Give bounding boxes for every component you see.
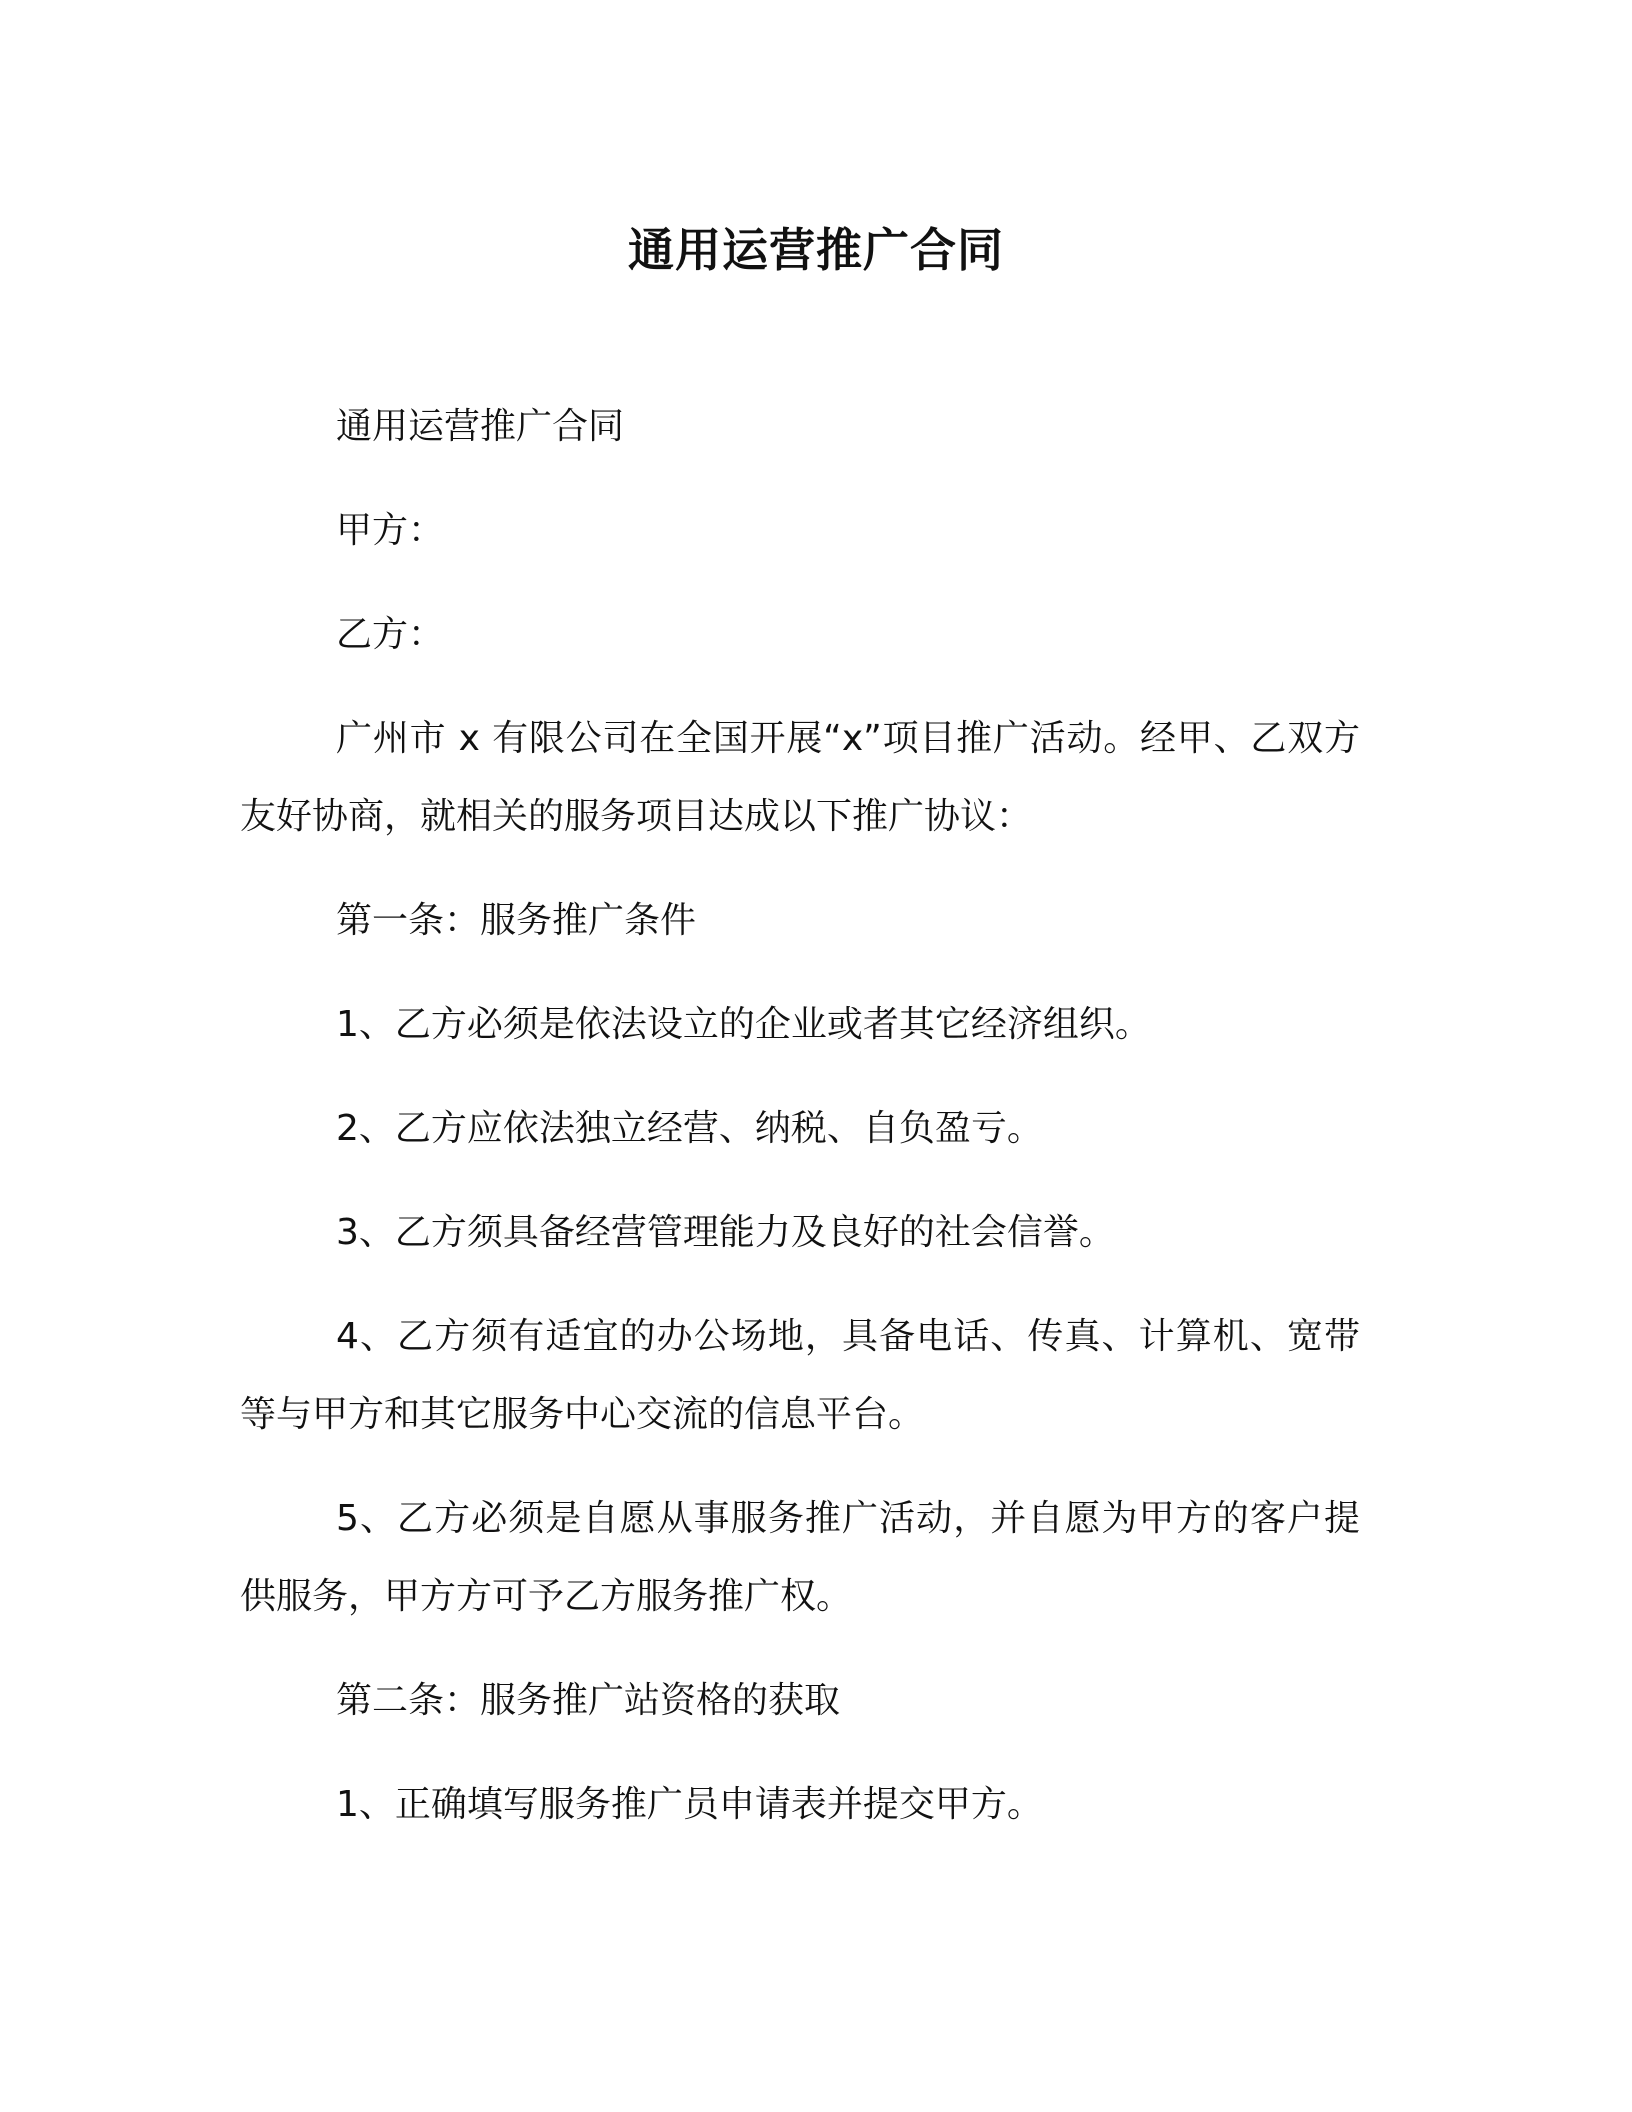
article-1-item-3: 3、乙方须具备经营管理能力及良好的社会信誉。 [336, 1212, 1115, 1253]
article-1-item-4: 4、乙方须有适宜的办公场地，具备电话、传真、计算机、宽带等与甲方和其它服务中心交流的信息平台。 [240, 1316, 1360, 1435]
article-1-item-1: 1、乙方必须是依法设立的企业或者其它经济组织。 [336, 1004, 1151, 1045]
paragraph-heading: 通用运营推广合同 [336, 406, 625, 447]
article-1-item-5: 5、乙方必须是自愿从事服务推广活动，并自愿为甲方的客户提供服务，甲方方可予乙方服务推广权。 [240, 1498, 1360, 1617]
document-body [240, 388, 1360, 1870]
article-2-heading: 第二条：服务推广站资格的获取 [336, 1680, 841, 1721]
article-1-heading: 第一条：服务推广条件 [336, 900, 697, 941]
paragraph-party-b: 乙方： [336, 614, 445, 655]
article-1-item-2: 2、乙方应依法独立经营、纳税、自负盈亏。 [336, 1108, 1043, 1149]
paragraph-party-a: 甲方： [336, 510, 445, 551]
article-2-item-1: 1、正确填写服务推广员申请表并提交甲方。 [336, 1784, 1043, 1825]
document-title: 通用运营推广合同 [628, 223, 1004, 277]
paragraph-intro: 广州市 x 有限公司在全国开展“x”项目推广活动。经甲、乙双方友好协商，就相关的服务项目达成以下推广协议： [240, 718, 1360, 837]
